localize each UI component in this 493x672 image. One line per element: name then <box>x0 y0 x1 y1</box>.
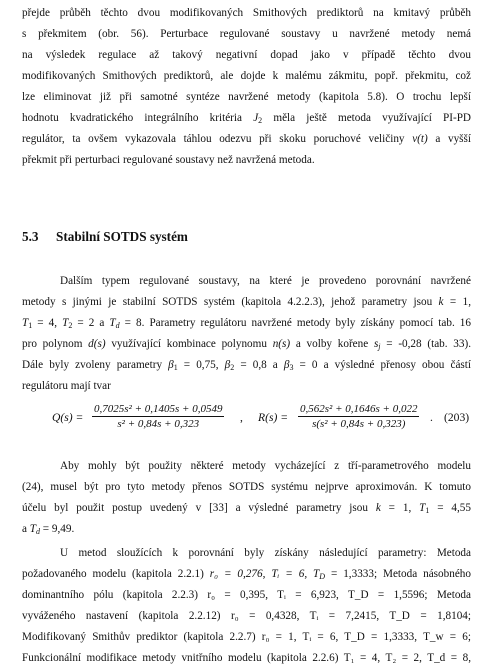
paragraph-3-line-4: a $T_d = 9,49$. <box>22 523 75 536</box>
equation-number: (203) <box>444 411 470 424</box>
paragraph-1-line-5: lze eliminovat již při samotné syntéze navržené metody (kapitola 5.8). O trochu lepší <box>22 91 471 103</box>
paragraph-4-line-1: U metod sloužících k porovnání byly získány následující parametry: Metoda <box>60 547 471 559</box>
equation-end: . <box>430 411 433 424</box>
equation-r-label: R(s) = <box>258 411 289 424</box>
paragraph-3-line-1: Aby mohly být použity některé metody vycházející z tří-parametrového modelu <box>60 460 471 472</box>
paragraph-3-line-2: (24), musel být pro tyto metody přenos SOTDS systému nejprve aproximován. K tomuto <box>22 481 471 493</box>
section-number: 5.3 <box>22 229 39 244</box>
equation-q-label: Q(s) = <box>52 411 84 424</box>
paragraph-4-line-5: Modifikovaný Smithův prediktor (kapitola 2.2.7) r₀ = 1, Tᵢ = 6, T_D = 1,3333, T_w = 6; <box>22 631 471 643</box>
paragraph-2-line-4: pro polynom d(s) využívající kombinace polynomu n(s) a volby kořene $s_j = -0,28$ (tab. 33). <box>22 338 471 351</box>
paragraph-1-line-2: s překmitem (obr. 56). Perturbace regulované soustavy u navržené metody nemá <box>22 28 471 40</box>
paragraph-2-line-1: Dalším typem regulované soustavy, na které je provedeno porovnání navržené <box>60 275 471 287</box>
equation-r-denominator: s(s² + 0,84s + 0,323) <box>312 418 406 430</box>
paragraph-1-line-4: modifikovaných Smithových prediktorů, ale dojde k malému zákmitu, popř. překmitu, což <box>22 70 471 82</box>
paragraph-1-line-1: přejde průběh těchto dvou modifikovaných Smithových prediktorů na kmitavý průběh <box>22 7 471 19</box>
paragraph-4-line-3: dominantního pólu (kapitola 2.2.3) r₀ = 0,395, Tᵢ = 6,923, T_D = 1,5596; Metoda <box>22 589 471 601</box>
paragraph-4-line-6: Funkcionální modifikace metody vnitřního modelu (kapitola 2.2.6) T₁ = 4, T₂ = 2, T_d = 8, <box>22 652 471 664</box>
equation-q-numerator: 0,7025s² + 0,1405s + 0,0549 <box>94 403 223 415</box>
paragraph-2-line-6: regulátoru mají tvar <box>22 380 111 392</box>
section-title: Stabilní SOTDS systém <box>56 229 188 244</box>
equation-separator: , <box>240 411 243 424</box>
equation-q-fraction <box>92 402 224 431</box>
paragraph-2-line-3: $T_1 = 4$, $T_2 = 2$ a $T_d = 8$. Parametry regulátoru navržené metody byly získány pomocí tab. 16 <box>22 317 471 330</box>
paragraph-2-line-5: Dále byly zvoleny parametry $\beta_1 = 0,75$, $\beta_2 = 0,8$ a $\beta_3 = 0$ a výsledné přenosy obou částí <box>22 359 471 372</box>
paragraph-1-line-8: překmit při perturbaci regulované soustavy než navržená metoda. <box>22 154 315 166</box>
equation-r-numerator: 0,562s² + 0,1646s + 0,022 <box>300 403 418 415</box>
paragraph-3-line-3: účelu byl použit postup uvedený v [33] a výsledné parametry jsou k = 1, $T_1 = 4,55$ <box>22 502 471 515</box>
equation-r-fraction <box>298 402 419 431</box>
paragraph-4-line-2: požadovaného modelu (kapitola 2.2.1) r₀ = 0,276, Tᵢ = 6, $T_D = 1,3333$; Metoda násobného <box>22 568 471 581</box>
section-heading <box>22 229 188 245</box>
paragraph-1-line-3: na výsledek regulace až takový negativní dopad jako v případě těchto dvou <box>22 49 471 61</box>
paragraph-1-line-7: regulátor, ta ovšem vykazovala táhlou odezvu při skoku poruchové veličiny v(t) a vyšší <box>22 133 471 145</box>
paragraph-1-line-6: hodnotu kvadratického integrálního kritéria $J_2$ měla ještě metoda využívající PI-PD <box>22 112 472 125</box>
paragraph-2-line-2: metody s jinými je stabilní SOTDS systém (kapitola 4.2.2.3), jehož parametry jsou k = 1, <box>22 296 471 308</box>
equation-q-denominator: s² + 0,84s + 0,323 <box>117 418 200 430</box>
equation-203 <box>22 398 492 442</box>
paragraph-4-line-4: vyváženého nastavení (kapitola 2.2.12) r₀ = 0,4328, Tᵢ = 7,2415, T_D = 1,8104; <box>22 610 471 622</box>
